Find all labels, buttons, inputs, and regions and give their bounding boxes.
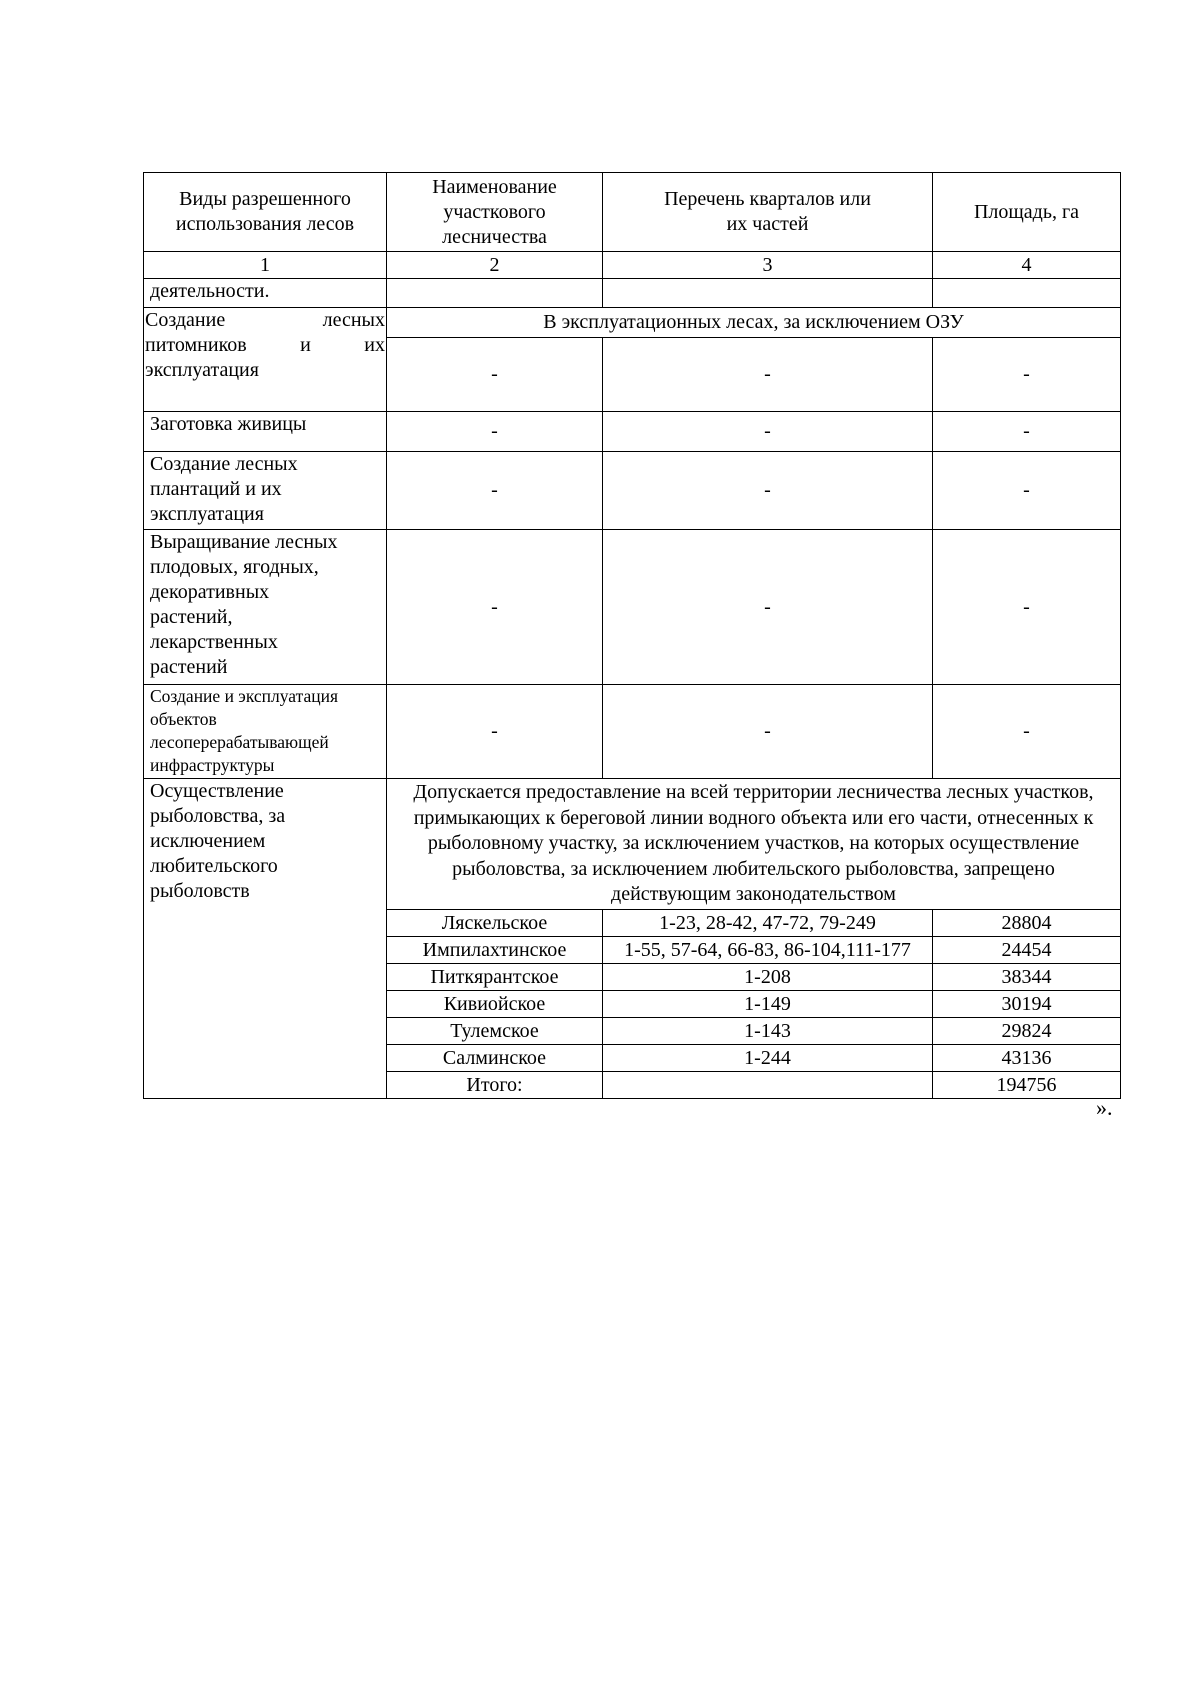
use-type-plantations: Создание лесных плантаций и их эксплуатация	[144, 452, 387, 530]
dash-value: -	[603, 452, 933, 530]
closing-quote-mark: ».	[1096, 1095, 1113, 1120]
column-number: 3	[603, 252, 933, 279]
use-type-nurseries: Создание лесных питомников и их эксплуатация	[144, 308, 387, 412]
dash-value: -	[933, 338, 1121, 412]
nurseries-row-note	[144, 308, 1121, 338]
area-value: 28804	[933, 910, 1121, 937]
dash-value: -	[387, 530, 603, 685]
quarters-list: 1-55, 57-64, 66-83, 86-104,111-177	[603, 937, 933, 964]
forestry-name: Тулемское	[387, 1018, 603, 1045]
header-row	[144, 173, 1121, 252]
fishing-row-note	[144, 779, 1121, 910]
area-value: 24454	[933, 937, 1121, 964]
dash-value: -	[387, 452, 603, 530]
use-type-infrastructure: Создание и эксплуатация объектов лесоперерабатывающей инфраструктуры	[144, 685, 387, 779]
quarters-list: 1-244	[603, 1045, 933, 1072]
header-cell-area: Площадь, га	[933, 173, 1121, 252]
area-value: 30194	[933, 991, 1121, 1018]
forestry-name: Салминское	[387, 1045, 603, 1072]
forestry-name: Кивиойское	[387, 991, 603, 1018]
area-value: 38344	[933, 964, 1121, 991]
resin-row	[144, 412, 1121, 452]
dash-value: -	[387, 685, 603, 779]
growing-row	[144, 530, 1121, 685]
use-type-fishing: Осуществление рыболовства, за исключением любительского рыболовств	[144, 779, 387, 1099]
column-number-row	[144, 252, 1121, 279]
continuation-text: деятельности.	[144, 279, 387, 308]
header-cell-forestry-name: Наименование участкового лесничества	[387, 173, 603, 252]
infrastructure-row	[144, 685, 1121, 779]
plantations-row	[144, 452, 1121, 530]
dash-value: -	[603, 338, 933, 412]
dash-value: -	[933, 530, 1121, 685]
column-number: 4	[933, 252, 1121, 279]
column-number: 2	[387, 252, 603, 279]
quarters-list: 1-149	[603, 991, 933, 1018]
total-area: 194756	[933, 1072, 1121, 1099]
forestry-name: Питкярантское	[387, 964, 603, 991]
header-cell-use-types: Виды разрешенного использования лесов	[144, 173, 387, 252]
header-cell-quarters: Перечень кварталов или их частей	[603, 173, 933, 252]
dash-value: -	[933, 685, 1121, 779]
dash-value: -	[603, 530, 933, 685]
area-value: 43136	[933, 1045, 1121, 1072]
use-type-resin: Заготовка живицы	[144, 412, 387, 452]
dash-value: -	[603, 412, 933, 452]
quarters-list: 1-143	[603, 1018, 933, 1045]
area-value: 29824	[933, 1018, 1121, 1045]
use-type-growing: Выращивание лесных плодовых, ягодных, декоративных растений, лекарственных растений	[144, 530, 387, 685]
quarters-list: 1-208	[603, 964, 933, 991]
dash-value: -	[387, 412, 603, 452]
dash-value: -	[933, 452, 1121, 530]
column-number: 1	[144, 252, 387, 279]
dash-value: -	[387, 338, 603, 412]
quarters-list: 1-23, 28-42, 47-72, 79-249	[603, 910, 933, 937]
fishing-note: Допускается предоставление на всей территории лесничества лесных участков, примыкающих к береговой линии водного объекта или его части, отнесенных к рыболовному участку, за исключением участков, на которых осуществление рыболовства, за исключением любительского рыболовства, запрещено действующим законодательством	[387, 779, 1121, 910]
continuation-row	[144, 279, 1121, 308]
forest-use-table	[143, 172, 1121, 1099]
forestry-name: Импилахтинское	[387, 937, 603, 964]
forestry-name: Ляскельское	[387, 910, 603, 937]
nurseries-note: В эксплуатационных лесах, за исключением ОЗУ	[387, 308, 1121, 338]
total-label: Итого:	[387, 1072, 603, 1099]
dash-value: -	[933, 412, 1121, 452]
dash-value: -	[603, 685, 933, 779]
